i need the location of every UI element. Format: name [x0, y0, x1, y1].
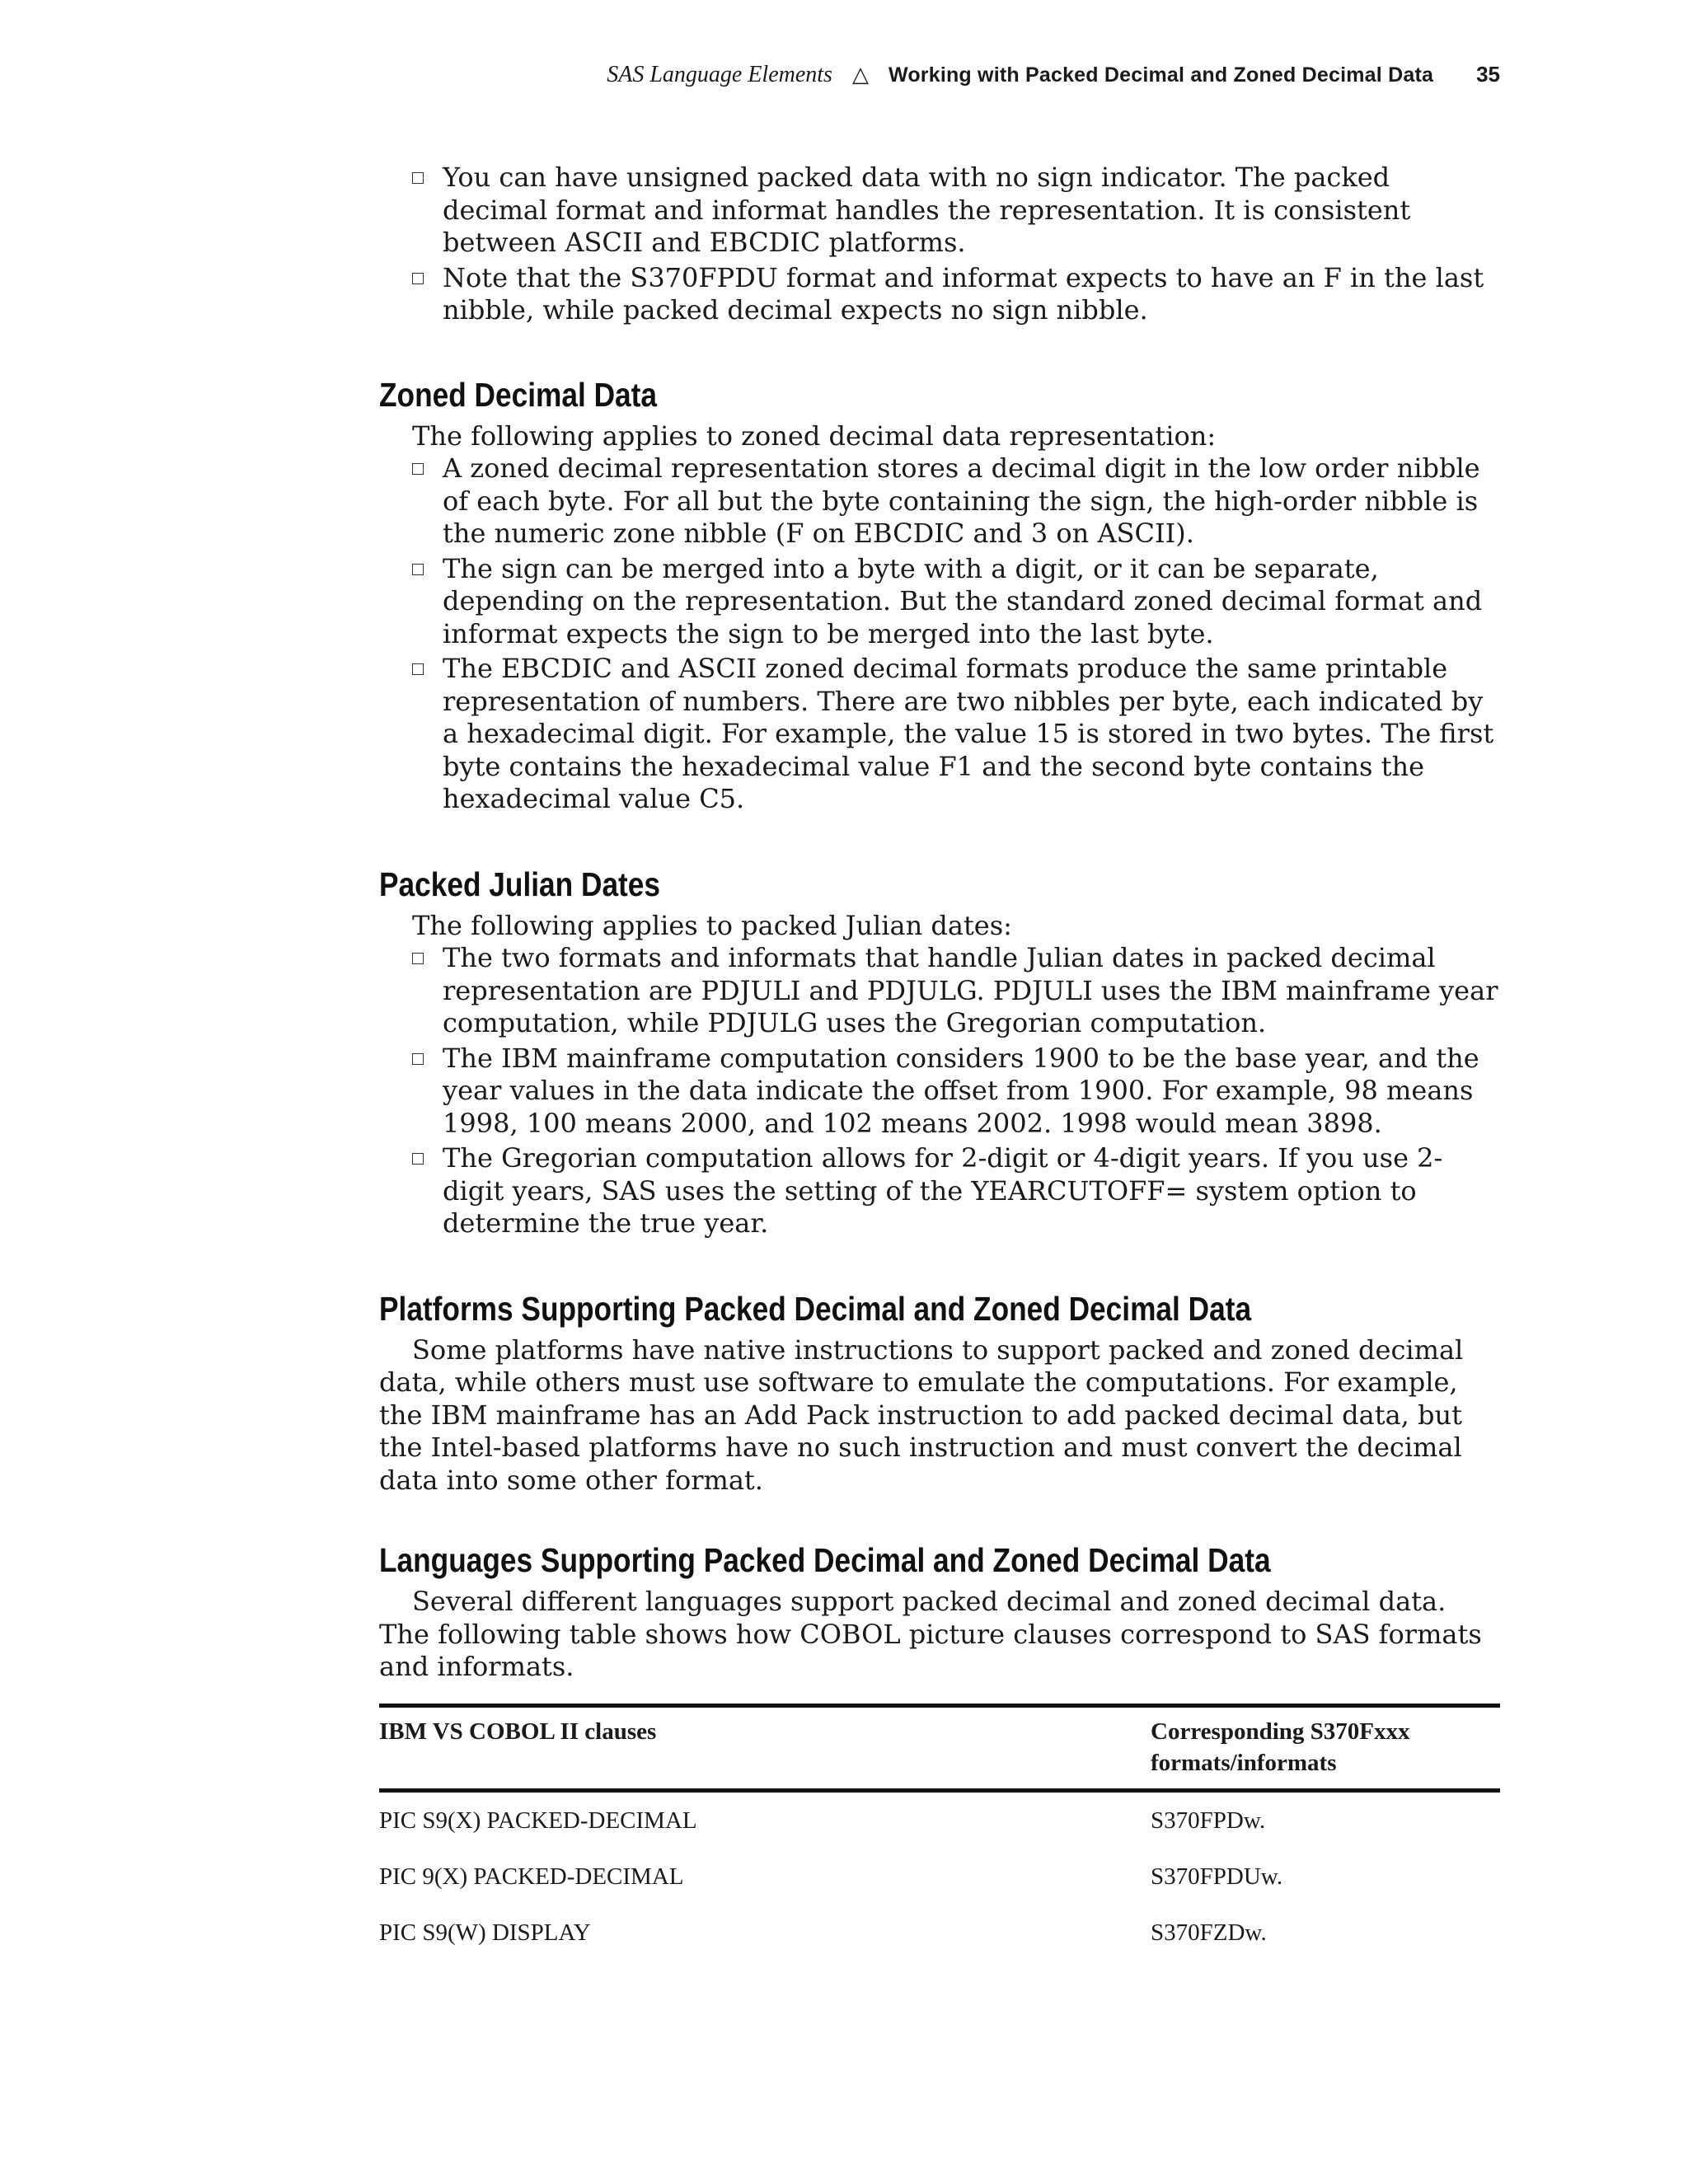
- bullet-box-icon: [412, 564, 424, 575]
- running-head-part-title: SAS Language Elements: [607, 62, 832, 87]
- list-item: [412, 653, 1500, 816]
- table-cell: PIC 9(X) PACKED-DECIMAL: [379, 1863, 684, 1890]
- intro-bullet-list: [379, 162, 1500, 327]
- list-item-text: The sign can be merged into a byte with a digit, or it can be separate, depending on the representation. But the standard zoned decimal format and informat expects the sign to be merged into the last byte.: [443, 552, 1483, 649]
- list-item: [412, 1043, 1500, 1141]
- list-item-text: The EBCDIC and ASCII zoned decimal formats produce the same printable representation of numbers. There are two nibbles per byte, each indicated by a hexadecimal digit. For example, the value 15 is stored in two bytes. The first byte contains the hexadecimal value F1 and the second byte contains the hexadecimal value C5.: [443, 653, 1494, 814]
- running-head: [379, 59, 1500, 90]
- list-item-text: A zoned decimal representation stores a decimal digit in the low order nibble of each byte. For all but the byte containing the sign, the high-order nibble is the numeric zone nibble (F on EBCDIC and 3 on ASCII).: [443, 452, 1480, 549]
- table-header-cell: IBM VS COBOL II clauses: [379, 1705, 1151, 1790]
- bullet-box-icon: [412, 172, 424, 184]
- list-item-text: The IBM mainframe computation considers 1900 to be the base year, and the year values in the data indicate the offset from 1900. For example, 98 means 1998, 100 means 2000, and 102 means 2002. 1998 would mean 3898.: [443, 1042, 1479, 1139]
- bullet-box-icon: [412, 1053, 424, 1065]
- section-paragraph: Several different languages support packed decimal and zoned decimal data. The following table shows how COBOL picture clauses correspond to SAS formats and informats.: [379, 1586, 1482, 1682]
- page-content: [379, 162, 1500, 1961]
- list-item-text: You can have unsigned packed data with no sign indicator. The packed decimal format and informat handles the representation. It is consistent between ASCII and EBCDIC platforms.: [443, 162, 1411, 258]
- section-heading: Platforms Supporting Packed Decimal and Zoned Decimal Data: [379, 1289, 1252, 1328]
- section-heading: Zoned Decimal Data: [379, 375, 658, 414]
- table-row: [379, 1849, 1500, 1905]
- table-row: [379, 1790, 1500, 1849]
- bullet-box-icon: [412, 953, 424, 964]
- table-cell: PIC S9(X) PACKED-DECIMAL: [379, 1807, 697, 1834]
- zoned-bullet-list: [379, 452, 1500, 816]
- bullet-box-icon: [412, 663, 424, 675]
- list-item: [412, 162, 1500, 260]
- section-paragraph: Some platforms have native instructions to support packed and zoned decimal data, while others must use software to emulate the computations. For example, the IBM mainframe has an Add Pack instruction to add packed decimal data, but the Intel-based platforms have no such instruction and must convert the decimal data into some other format.: [379, 1333, 1464, 1496]
- list-item: [412, 942, 1500, 1040]
- running-head-section-title: Working with Packed Decimal and Zoned Decimal Data: [888, 63, 1434, 87]
- list-item: [412, 262, 1500, 327]
- table-header-text: Corresponding S370Fxxx formats/informats: [1151, 1718, 1410, 1776]
- section-lead: The following applies to packed Julian dates:: [412, 909, 1012, 941]
- languages-section: [379, 1540, 1500, 1961]
- table-cell: S370FPDw.: [1151, 1807, 1266, 1834]
- list-item-text: The Gregorian computation allows for 2-digit or 4-digit years. If you use 2-digit years, SAS uses the setting of the YEARCUTOFF= system option to determine the true year.: [443, 1142, 1443, 1239]
- section-heading: Languages Supporting Packed Decimal and Zoned Decimal Data: [379, 1541, 1271, 1579]
- bullet-box-icon: [412, 463, 424, 475]
- section-lead: The following applies to zoned decimal data representation:: [412, 419, 1217, 452]
- table-header-cell: [1151, 1705, 1500, 1790]
- table-cell: S370FPDUw.: [1151, 1863, 1283, 1890]
- list-item: [412, 452, 1500, 551]
- packed-julian-dates-section: [379, 864, 1500, 1240]
- triangle-separator-icon: △: [851, 63, 869, 87]
- list-item-text: The two formats and informats that handle Julian dates in packed decimal representation are PDJULI and PDJULG. PDJULI uses the IBM mainframe year computation, while PDJULG uses the Gregorian computation.: [443, 942, 1498, 1038]
- table-cell: PIC S9(W) DISPLAY: [379, 1919, 591, 1946]
- list-item: [412, 1142, 1500, 1240]
- table-cell: S370FZDw.: [1151, 1919, 1267, 1946]
- section-heading: Packed Julian Dates: [379, 865, 661, 903]
- table-row: [379, 1905, 1500, 1961]
- julian-bullet-list: [379, 942, 1500, 1240]
- bullet-box-icon: [412, 1153, 424, 1165]
- list-item-text: Note that the S370FPDU format and informat expects to have an F in the last nibble, while packed decimal expects no sign nibble.: [443, 261, 1484, 326]
- page-number: 35: [1476, 62, 1500, 87]
- cobol-format-table: [379, 1704, 1500, 1961]
- table-header-row: [379, 1705, 1500, 1790]
- zoned-decimal-section: [379, 374, 1500, 816]
- bullet-box-icon: [412, 273, 424, 284]
- platforms-section: [379, 1288, 1500, 1497]
- list-item: [412, 553, 1500, 651]
